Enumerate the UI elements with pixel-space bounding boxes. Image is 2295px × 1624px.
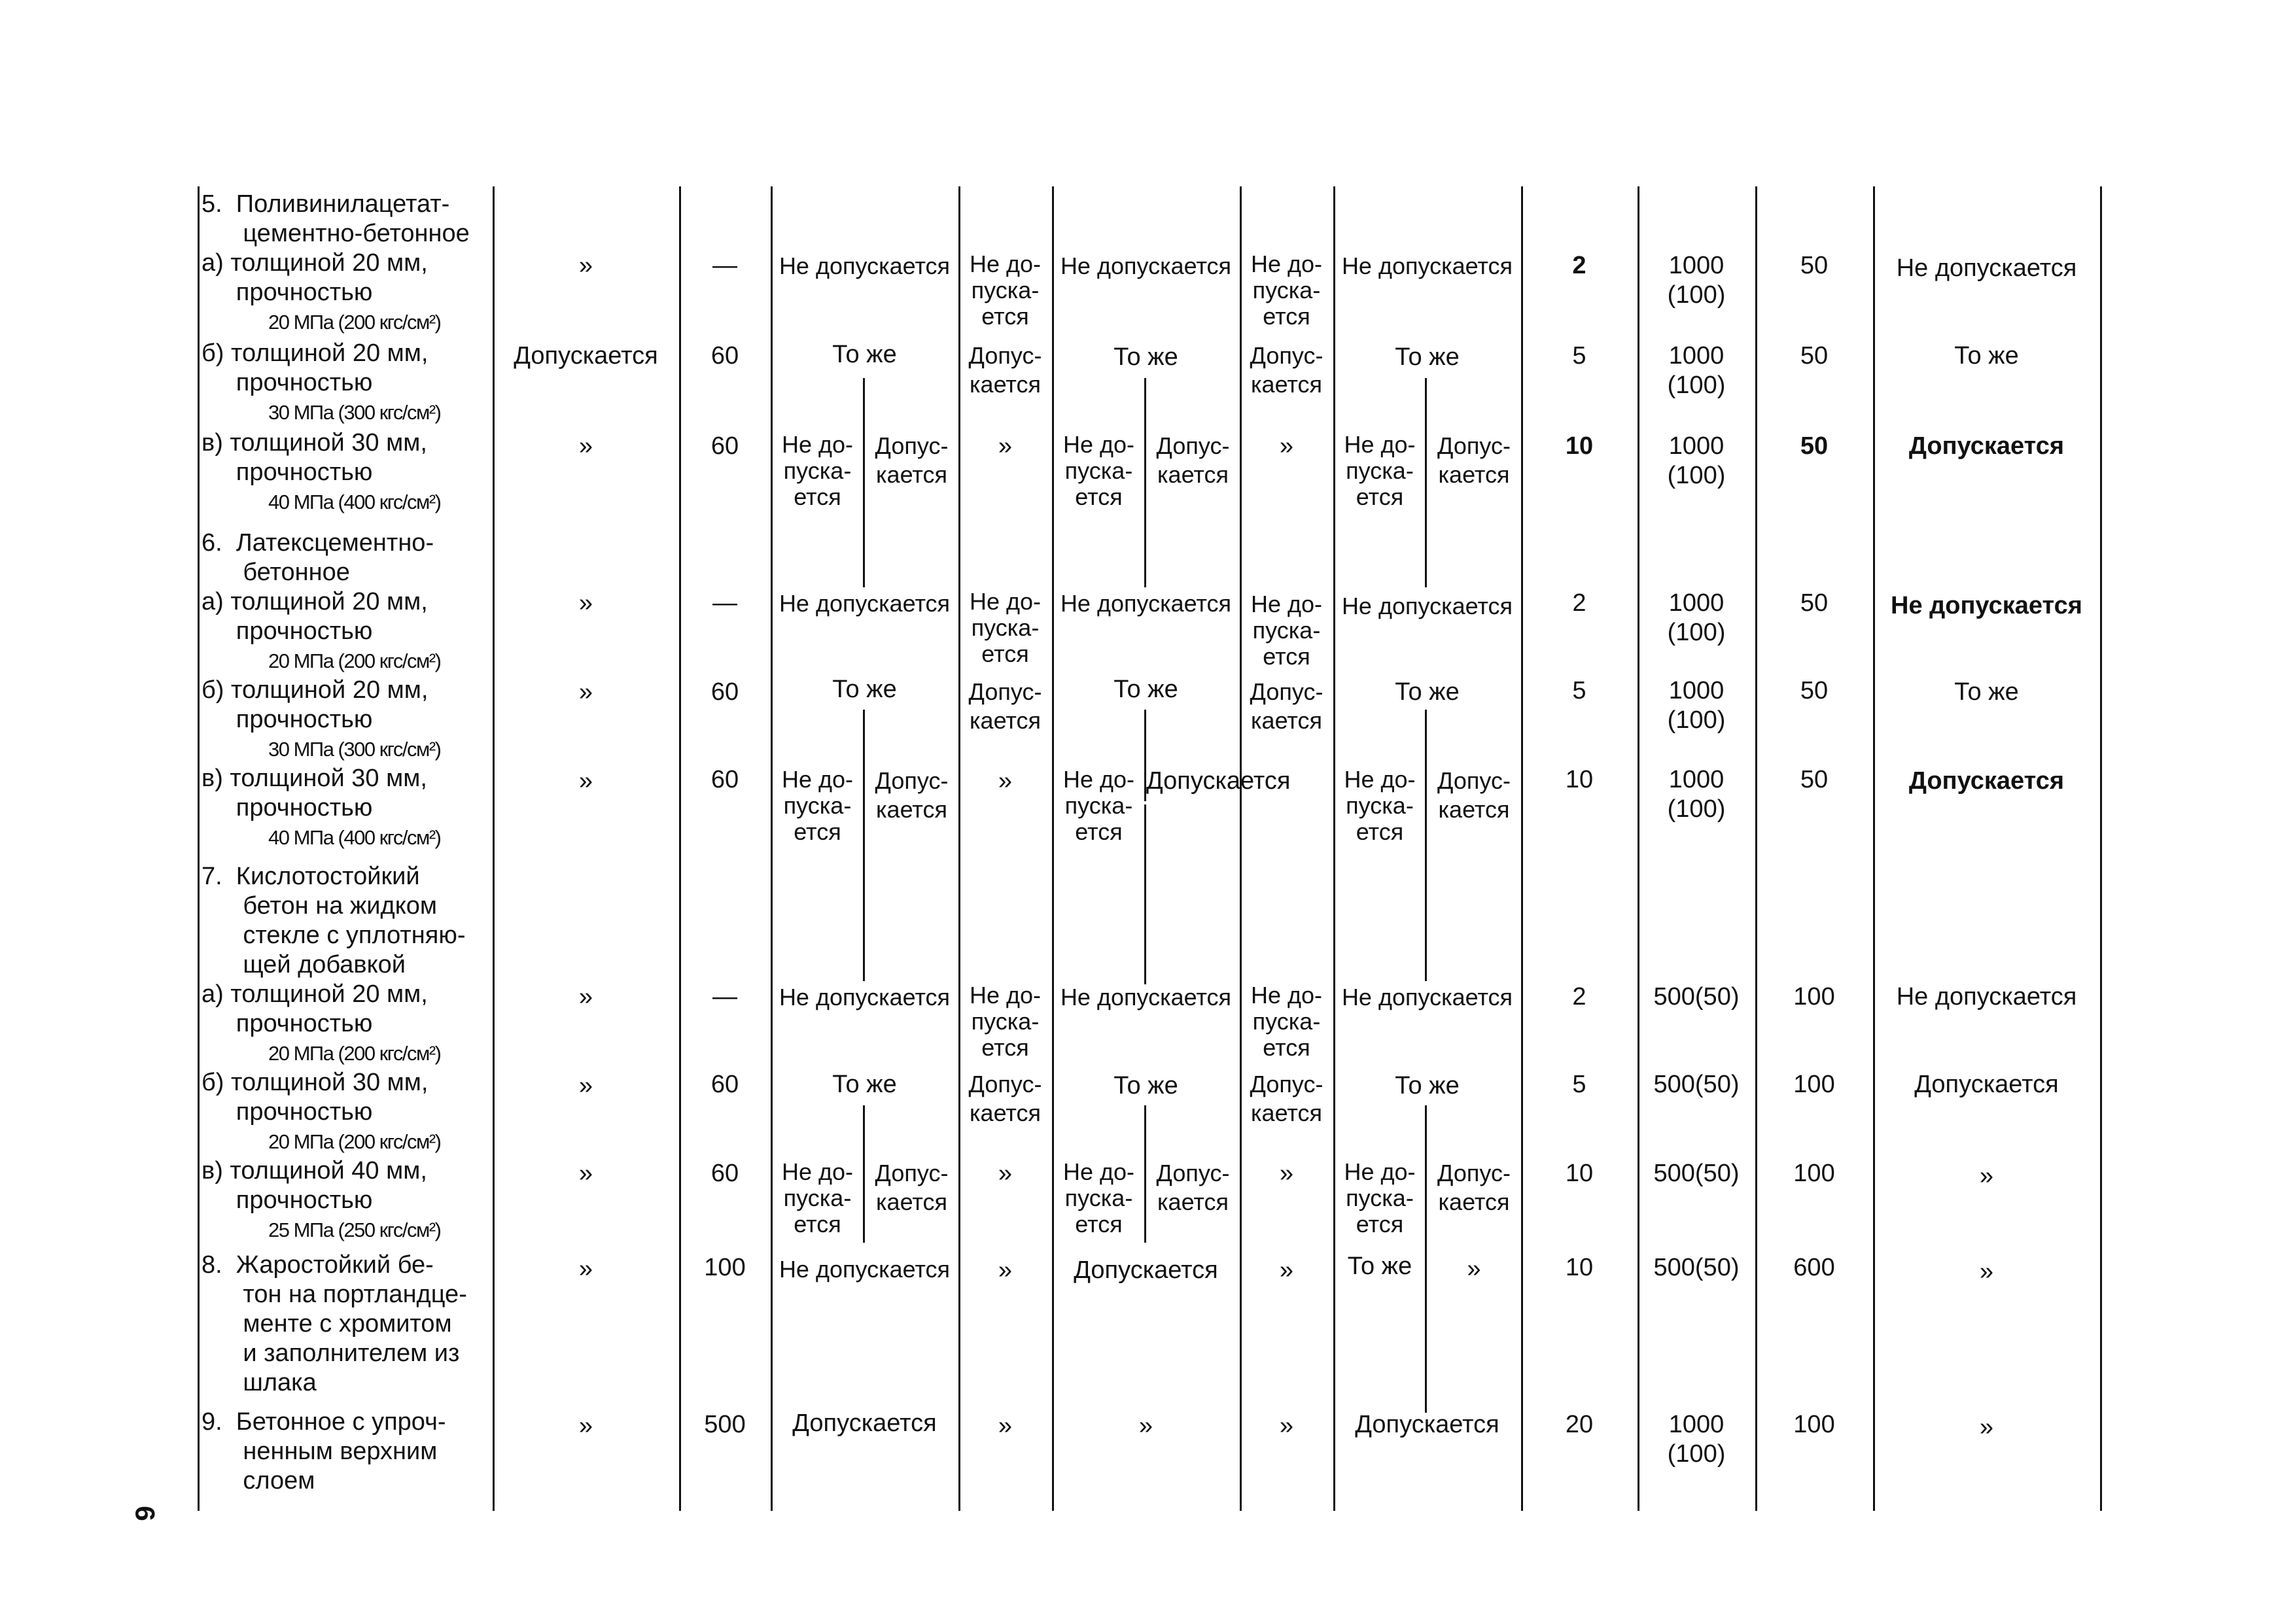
cell-text: Не допускается [779, 590, 951, 617]
grid-line [198, 186, 200, 1511]
ditto-mark: » [998, 1256, 1013, 1284]
value-cell: 50 [1800, 342, 1829, 370]
cell-text: То же [1347, 1253, 1412, 1280]
cell-text: То же [832, 341, 897, 368]
row-9-heading: 9. Бетонное с упроч- ненным верхним слоем [201, 1408, 446, 1494]
value-cell: 100 [1793, 1160, 1835, 1187]
split-line [1144, 804, 1146, 984]
cell-text: Не допускается [779, 1256, 951, 1283]
ditto-mark: » [578, 1072, 593, 1099]
cell-text: Допускается [1908, 432, 2065, 460]
ditto-mark: » [578, 252, 593, 279]
row-7b-label: б) толщиной 30 мм, прочностью [201, 1069, 429, 1126]
ditto-mark: » [578, 678, 593, 706]
ditto-mark: » [1279, 1412, 1294, 1440]
cell-text: Не до- пуска- ется [969, 251, 1042, 330]
cell-text: Допускается [1914, 1071, 2059, 1098]
value-cell: 2 [1572, 983, 1586, 1011]
value-cell: 100 [1793, 1071, 1835, 1098]
row-5-heading: 5. Поливинилацетат- цементно-бетонное [201, 190, 470, 247]
cell-text: Не допускается [1060, 252, 1232, 279]
value-cell: 600 [1793, 1254, 1835, 1281]
value-cell: 100 [1793, 983, 1835, 1011]
cell-text: Допус- кается [1437, 1160, 1511, 1215]
cell-text: Допускается [1908, 767, 2065, 795]
split-line [1425, 710, 1427, 981]
cell-text: То же [1395, 343, 1460, 371]
ditto-mark: » [1467, 1255, 1481, 1283]
cell-text: Не допускается [1896, 983, 2077, 1011]
value-cell: 1000 (100) [1667, 342, 1726, 399]
ditto-mark: » [578, 432, 593, 460]
cell-text: Допускается [792, 1409, 937, 1437]
row-6a-label: а) толщиной 20 мм, прочностью [201, 588, 428, 645]
ditto-mark: » [998, 767, 1013, 795]
grid-line [1052, 186, 1054, 1511]
cell-text: Не допускается [1060, 590, 1232, 617]
row-7c-strength: 25 МПа (250 кгс/см²) [268, 1218, 441, 1241]
row-7c-label: в) толщиной 40 мм, прочностью [201, 1157, 427, 1214]
grid-line [771, 186, 773, 1511]
value-cell: 100 [1793, 1411, 1835, 1438]
grid-line [1873, 186, 1875, 1511]
ditto-mark: » [578, 767, 593, 795]
cell-text: То же [1954, 342, 2019, 370]
cell-text: То же [1954, 678, 2019, 706]
value-cell: 10 [1565, 766, 1594, 793]
cell-text: Не допускается [1341, 593, 1513, 619]
grid-line [1521, 186, 1523, 1511]
cell-text: Допускается [1074, 1256, 1218, 1284]
cell-text: Допус- кается [1156, 432, 1230, 488]
row-6b-strength: 30 МПа (300 кгс/см²) [268, 738, 441, 761]
value-cell: 50 [1800, 252, 1829, 279]
grid-line [1755, 186, 1757, 1511]
value-cell: 1000 (100) [1667, 432, 1726, 489]
dash-mark: — [712, 983, 737, 1011]
cell-text: Не допускается [1060, 984, 1232, 1011]
row-5b-strength: 30 МПа (300 кгс/см²) [268, 401, 441, 424]
value-cell: 50 [1800, 432, 1829, 460]
row-6c-label: в) толщиной 30 мм, прочностью [201, 765, 427, 821]
cell-text: Допускается [514, 342, 658, 370]
value-cell: 500 [704, 1411, 746, 1438]
ditto-mark: » [1279, 1160, 1294, 1187]
grid-line [1333, 186, 1335, 1511]
ditto-mark: » [1279, 1256, 1294, 1284]
cell-text: Допус- кается [1437, 767, 1511, 823]
cell-text: То же [1395, 678, 1460, 706]
value-cell: 10 [1565, 1254, 1594, 1281]
value-cell: 50 [1800, 677, 1829, 704]
cell-text: Не до- пуска- ется [969, 588, 1042, 667]
cell-text: Допус- кается [1250, 678, 1323, 734]
cell-text: Не допускается [1341, 252, 1513, 279]
value-cell: 100 [704, 1254, 746, 1281]
value-cell: 500(50) [1653, 1160, 1740, 1187]
ditto-mark: » [578, 1160, 593, 1187]
cell-text: Не до- пуска- ется [1344, 1158, 1416, 1237]
cell-text: Не до- пуска- ется [1250, 251, 1323, 330]
cell-text: Не до- пуска- ется [781, 766, 854, 845]
value-cell: 5 [1572, 1071, 1586, 1098]
cell-text: Допус- кается [875, 1160, 949, 1215]
dash-mark: — [712, 252, 737, 279]
cell-text: То же [1113, 1072, 1178, 1099]
value-cell: 2 [1572, 589, 1586, 617]
ditto-mark: » [1979, 1258, 1994, 1285]
ditto-mark: » [1979, 1162, 1994, 1190]
page-number: 6 [130, 1506, 161, 1521]
split-line [863, 710, 865, 981]
row-6a-strength: 20 МПа (200 кгс/см²) [268, 649, 441, 672]
cell-text: Не до- пуска- ется [781, 431, 854, 510]
grid-line [679, 186, 681, 1511]
cell-text: Допус- кается [968, 1071, 1042, 1126]
value-cell: 50 [1800, 766, 1829, 793]
cell-text: Не до- пуска- ется [1062, 766, 1135, 845]
cell-text: Не до- пуска- ется [781, 1158, 854, 1237]
cell-text: Не допускается [1891, 592, 2082, 619]
value-cell: 60 [710, 432, 739, 460]
ditto-mark: » [578, 1255, 593, 1283]
cell-text: Не до- пуска- ется [1062, 1158, 1135, 1237]
cell-text: Допус- кается [1437, 432, 1511, 488]
cell-text: То же [832, 1071, 897, 1098]
cell-text: То же [1113, 343, 1178, 371]
cell-text: Допускается [1146, 767, 1291, 795]
ditto-mark: » [998, 1160, 1013, 1187]
value-cell: 1000 (100) [1667, 1411, 1726, 1468]
cell-text: То же [1113, 676, 1178, 703]
cell-text: Не до- пуска- ется [1062, 431, 1135, 510]
row-6b-label: б) толщиной 20 мм, прочностью [201, 676, 429, 733]
cell-text: Не до- пуска- ется [969, 982, 1042, 1061]
value-cell: 60 [710, 766, 739, 793]
value-cell: 500(50) [1653, 1071, 1740, 1098]
cell-text: Допус- кается [875, 767, 949, 823]
row-5b-label: б) толщиной 20 мм, прочностью [201, 339, 429, 396]
row-7b-strength: 20 МПа (200 кгс/см²) [268, 1130, 441, 1153]
cell-text: Допус- кается [968, 342, 1042, 398]
value-cell: 2 [1572, 252, 1586, 279]
value-cell: 60 [710, 1160, 739, 1187]
cell-text: Допус- кается [1250, 1071, 1323, 1126]
value-cell: 1000 (100) [1667, 252, 1726, 309]
ditto-mark: » [578, 983, 593, 1011]
row-8-heading: 8. Жаростойкий бе- тон на портландце- менте с хромитом и заполнителем из шлака [201, 1251, 467, 1396]
value-cell: 60 [710, 1071, 739, 1098]
cell-text: Допус- кается [968, 678, 1042, 734]
cell-text: Не допускается [779, 252, 951, 279]
cell-text: Не до- пуска- ется [1250, 982, 1323, 1061]
row-7-heading: 7. Кислотостойкий бетон на жидком стекле с уплотняю- щей добавкой [201, 863, 466, 978]
grid-line [493, 186, 495, 1511]
cell-text: Допус- кается [875, 432, 949, 488]
cell-text: Не допускается [779, 984, 951, 1011]
ditto-mark: » [1138, 1412, 1153, 1440]
value-cell: 10 [1565, 432, 1594, 460]
dash-mark: — [712, 589, 737, 617]
value-cell: 500(50) [1653, 983, 1740, 1011]
cell-text: То же [1395, 1072, 1460, 1099]
value-cell: 1000 (100) [1667, 766, 1726, 823]
value-cell: 500(50) [1653, 1254, 1740, 1281]
row-5a-strength: 20 МПа (200 кгс/см²) [268, 311, 441, 334]
ditto-mark: » [1979, 1413, 1994, 1441]
row-7a-strength: 20 МПа (200 кгс/см²) [268, 1042, 441, 1065]
cell-text: Допускается [1355, 1411, 1499, 1438]
value-cell: 5 [1572, 342, 1586, 370]
value-cell: 60 [710, 342, 739, 370]
value-cell: 1000 (100) [1667, 589, 1726, 646]
row-5c-label: в) толщиной 30 мм, прочностью [201, 429, 427, 486]
cell-text: Допус- кается [1250, 342, 1323, 398]
row-5c-strength: 40 МПа (400 кгс/см²) [268, 491, 441, 513]
row-5a-label: а) толщиной 20 мм, прочностью [201, 249, 428, 306]
ditto-mark: » [998, 1412, 1013, 1440]
cell-text: Допус- кается [1156, 1160, 1230, 1215]
value-cell: 10 [1565, 1160, 1594, 1187]
row-6-heading: 6. Латексцементно- бетонное [201, 529, 434, 586]
value-cell: 5 [1572, 677, 1586, 704]
cell-text: Не до- пуска- ется [1344, 766, 1416, 845]
value-cell: 50 [1800, 589, 1829, 617]
cell-text: То же [832, 676, 897, 703]
cell-text: Не допускается [1896, 254, 2077, 282]
value-cell: 60 [710, 678, 739, 706]
ditto-mark: » [998, 432, 1013, 460]
cell-text: Не до- пуска- ется [1250, 591, 1323, 670]
ditto-mark: » [1279, 432, 1294, 460]
row-6c-strength: 40 МПа (400 кгс/см²) [268, 826, 441, 849]
cell-text: Не допускается [1341, 984, 1513, 1011]
ditto-mark: » [578, 1412, 593, 1440]
value-cell: 20 [1565, 1411, 1594, 1438]
value-cell: 1000 (100) [1667, 677, 1726, 734]
grid-line [2100, 186, 2102, 1511]
ditto-mark: » [578, 589, 593, 617]
cell-text: Не до- пуска- ется [1344, 431, 1416, 510]
row-7a-label: а) толщиной 20 мм, прочностью [201, 980, 428, 1037]
